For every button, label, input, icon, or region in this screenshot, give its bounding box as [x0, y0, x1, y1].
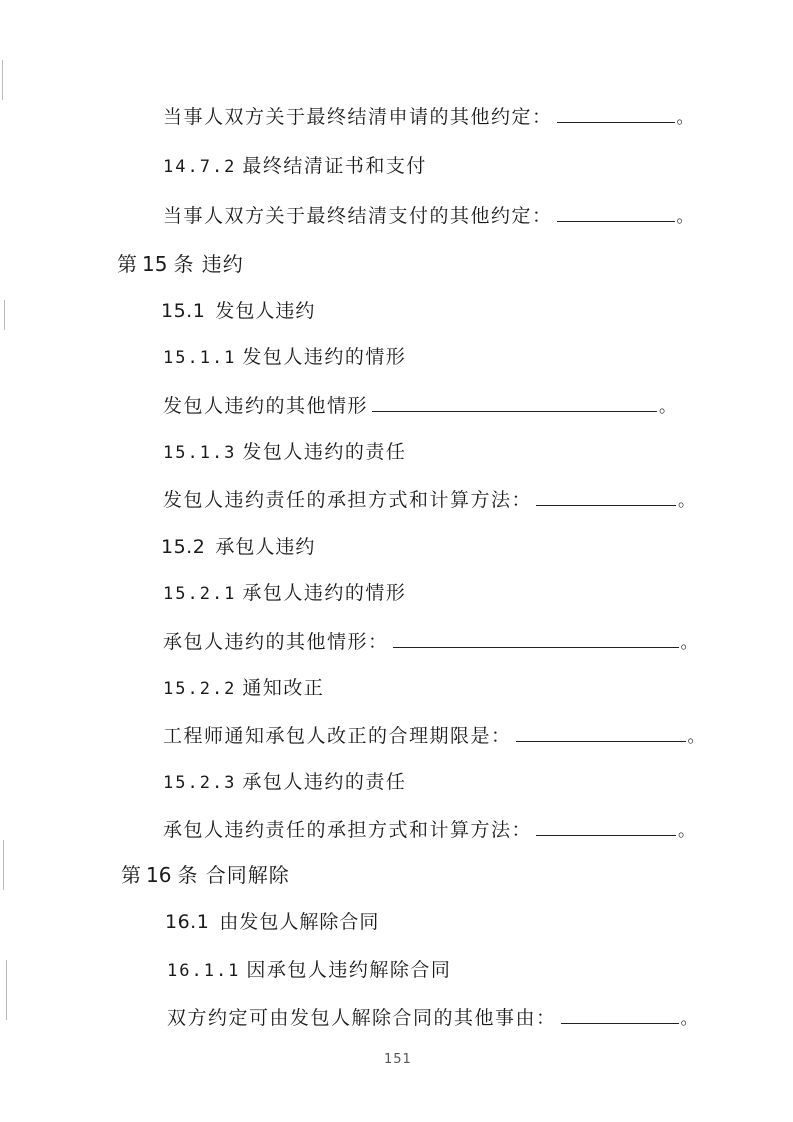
period: 。: [680, 1009, 700, 1029]
article-prefix: 第: [117, 252, 138, 276]
clause-15-1-1: [163, 345, 406, 370]
period: 。: [659, 397, 678, 417]
clause-number: 16.1.1: [167, 961, 241, 981]
clause-number: 15.2.1: [163, 584, 237, 604]
contractor-breach-other-line: [163, 629, 699, 655]
fill-in-blank[interactable]: [561, 1005, 679, 1024]
article-number: 16: [146, 863, 172, 887]
section-title: 发包人违约: [215, 300, 316, 322]
article-prefix: 第: [121, 863, 142, 887]
clause-number: 15.1.1: [163, 348, 237, 368]
clause-16-1-1: [167, 958, 451, 983]
fill-in-blank[interactable]: [557, 104, 675, 123]
notice-period-line: [163, 723, 706, 749]
line-text: 发包人违约的其他情形: [163, 395, 369, 417]
fill-in-blank[interactable]: [536, 817, 676, 836]
final-settlement-payment-line: [163, 203, 695, 229]
clause-title: 最终结清证书和支付: [242, 155, 427, 177]
period: 。: [676, 207, 696, 227]
line-text: 承包人违约的其他情形：: [163, 631, 389, 653]
termination-other-causes-line: [167, 1005, 699, 1031]
clause-15-1-3: [163, 440, 406, 465]
section-number: 16.1: [165, 911, 210, 933]
scan-edge-mark: [2, 60, 3, 100]
fill-in-blank[interactable]: [516, 723, 686, 742]
article-title: 条 合同解除: [177, 863, 290, 887]
clause-15-2-3: [163, 770, 406, 795]
contractor-breach-responsibility-line: [163, 817, 697, 843]
period: 。: [678, 821, 697, 841]
clause-title: 承包人违约的责任: [242, 771, 407, 793]
article-number: 15: [142, 252, 168, 276]
period: 。: [687, 727, 707, 747]
article-title: 条 违约: [173, 252, 244, 276]
scan-edge-mark: [3, 840, 4, 890]
period: 。: [678, 491, 697, 511]
clause-title: 承包人违约的情形: [242, 582, 407, 604]
fill-in-blank[interactable]: [393, 629, 679, 648]
article-16-heading: [121, 863, 290, 887]
employer-breach-responsibility-line: [163, 487, 697, 513]
period: 。: [680, 633, 700, 653]
line-text: 双方约定可由发包人解除合同的其他事由：: [167, 1007, 557, 1029]
line-text: 当事人双方关于最终结清支付的其他约定：: [163, 205, 553, 227]
fill-in-blank[interactable]: [536, 487, 676, 506]
final-settlement-application-line: [163, 104, 695, 130]
clause-number: 15.2.2: [163, 679, 237, 699]
section-16-1: [165, 910, 379, 934]
line-text: 当事人双方关于最终结清申请的其他约定：: [163, 106, 553, 128]
line-text: 发包人违约责任的承担方式和计算方法：: [163, 489, 533, 511]
clause-number: 15.1.3: [163, 443, 237, 463]
clause-14-7-2: [163, 154, 427, 179]
clause-15-2-2: [163, 676, 324, 701]
section-number: 15.2: [161, 536, 206, 558]
clause-title: 通知改正: [242, 677, 325, 699]
period: 。: [676, 108, 696, 128]
fill-in-blank[interactable]: [372, 393, 657, 412]
line-text: 工程师通知承包人改正的合理期限是：: [163, 725, 512, 747]
page-number: 151: [384, 1052, 412, 1067]
clause-15-2-1: [163, 581, 406, 606]
clause-title: 发包人违约的责任: [242, 441, 407, 463]
scan-edge-mark: [6, 960, 7, 1020]
section-title: 承包人违约: [215, 536, 316, 558]
clause-number: 14.7.2: [163, 157, 237, 177]
clause-number: 15.2.3: [163, 773, 237, 793]
clause-title: 因承包人违约解除合同: [246, 959, 452, 981]
section-15-1: [161, 299, 315, 323]
fill-in-blank[interactable]: [557, 203, 675, 222]
section-title: 由发包人解除合同: [219, 911, 380, 933]
scan-edge-mark: [4, 300, 5, 330]
employer-breach-other-line: [163, 393, 678, 419]
article-15-heading: [117, 252, 244, 276]
section-15-2: [161, 535, 315, 559]
section-number: 15.1: [161, 300, 206, 322]
clause-title: 发包人违约的情形: [242, 346, 407, 368]
line-text: 承包人违约责任的承担方式和计算方法：: [163, 819, 533, 841]
